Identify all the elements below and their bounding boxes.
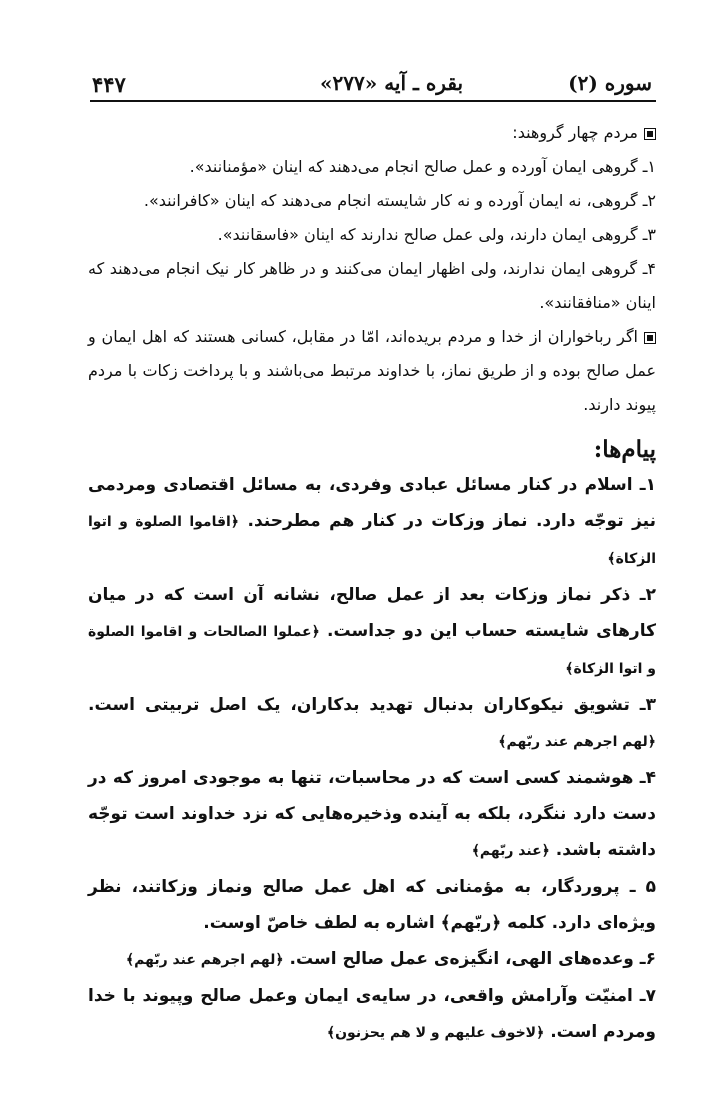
group-item: ۳ـ گروهی ایمان دارند، ولی عمل صالح ندارند که اینان «فاسقانند». — [217, 225, 656, 244]
message-item: ۵ ـ پروردگار، به مؤمنانی که اهل عمل صالح ونماز وزکاتند، نظر ویژه‌ای دارد. کلمه ﴿ربّهم﴾ اشاره به لطف خاصّ اوست. — [88, 877, 656, 933]
message-item: ۱ـ اسلام در کنار مسائل عبادی وفردی، به مسائل اقتصادی ومردمی نیز توجّه دارد. نماز وزکات در کنار هم مطرحند. ﴿اقاموا الصلوة و اتوا الزکاة﴾ — [88, 475, 657, 567]
groups-intro: مردم چهار گروهند: — [88, 116, 656, 150]
quran-quote: ﴿اقاموا الصلوة و اتوا الزکاة﴾ — [88, 514, 656, 567]
note-paragraph: اگر رباخواران از خدا و مردم بریده‌اند، امّا در مقابل، کسانی هستند که اهل ایمان و عمل صالح بوده و از طریق نماز، با خداوند مرتبط می‌باشند و با پرداخت زکات با مردم پیوند دارند. — [88, 327, 656, 414]
quran-quote: ﴿عملوا الصالحات و اقاموا الصلوة و اتوا الزکاة﴾ — [88, 624, 656, 677]
group-item: ۲ـ گروهی، نه ایمان آورده و نه کار شایسته انجام می‌دهند که اینان «کافرانند». — [143, 191, 656, 210]
quran-quote: ﴿لهم اجرهم عند ربّهم﴾ — [498, 734, 656, 750]
header-rule — [90, 100, 656, 102]
running-header — [92, 68, 652, 98]
message-item: ۴ـ هوشمند کسی است که در محاسبات، تنها به موجودی امروز که در دست دارد ننگرد، بلکه به آینده وذخیره‌هایی که نزد خداوند است توجّه داشته باشد. ﴿عند ربّهم﴾ — [88, 768, 656, 860]
page-number: ۴۴۷ — [92, 72, 126, 97]
quran-quote: ﴿عند ربّهم﴾ — [471, 843, 550, 859]
messages-section — [88, 467, 656, 1051]
message-item: ۷ـ امنیّت وآرامش واقعی، در سایه‌ی ایمان وعمل صالح وپیوند با خدا ومردم است. ﴿لاخوف علیهم و لا هم یحزنون﴾ — [88, 986, 656, 1042]
page-content — [88, 116, 656, 1051]
message-item: ۲ـ ذکر نماز وزکات بعد از عمل صالح، نشانه آن است که در میان کارهای شایسته حساب این دو جداست. ﴿عملوا الصالحات و اقاموا الصلوة و اتوا الزکاة﴾ — [88, 585, 656, 677]
groups-section — [88, 116, 656, 422]
quran-quote: ﴿لهم اجرهم عند ربّهم﴾ — [125, 952, 284, 968]
group-item: ۴ـ گروهی ایمان ندارند، ولی اظهار ایمان می‌کنند و در ظاهر کار نیک انجام می‌دهند که اینان «منافقانند». — [88, 259, 656, 312]
message-item: ۶ـ وعده‌های الهی، انگیزه‌ی عمل صالح است. ﴿لهم اجرهم عند ربّهم﴾ — [125, 949, 656, 969]
square-bullet-icon — [644, 128, 656, 140]
surah-title: سوره (۲) — [568, 71, 652, 95]
group-item: ۱ـ گروهی ایمان آورده و عمل صالح انجام می‌دهند که اینان «مؤمنانند». — [189, 157, 656, 176]
quran-quote: ﴿لاخوف علیهم و لا هم یحزنون﴾ — [326, 1025, 545, 1041]
message-item: ۳ـ تشویق نیکوکاران بدنبال تهدید بدکاران، یک اصل تربیتی است. ﴿لهم اجرهم عند ربّهم﴾ — [88, 695, 656, 750]
messages-heading: پیام‌ها: — [593, 436, 656, 463]
square-bullet-icon — [644, 332, 656, 344]
verse-reference: بقره ـ آیه «۲۷۷» — [320, 71, 464, 95]
